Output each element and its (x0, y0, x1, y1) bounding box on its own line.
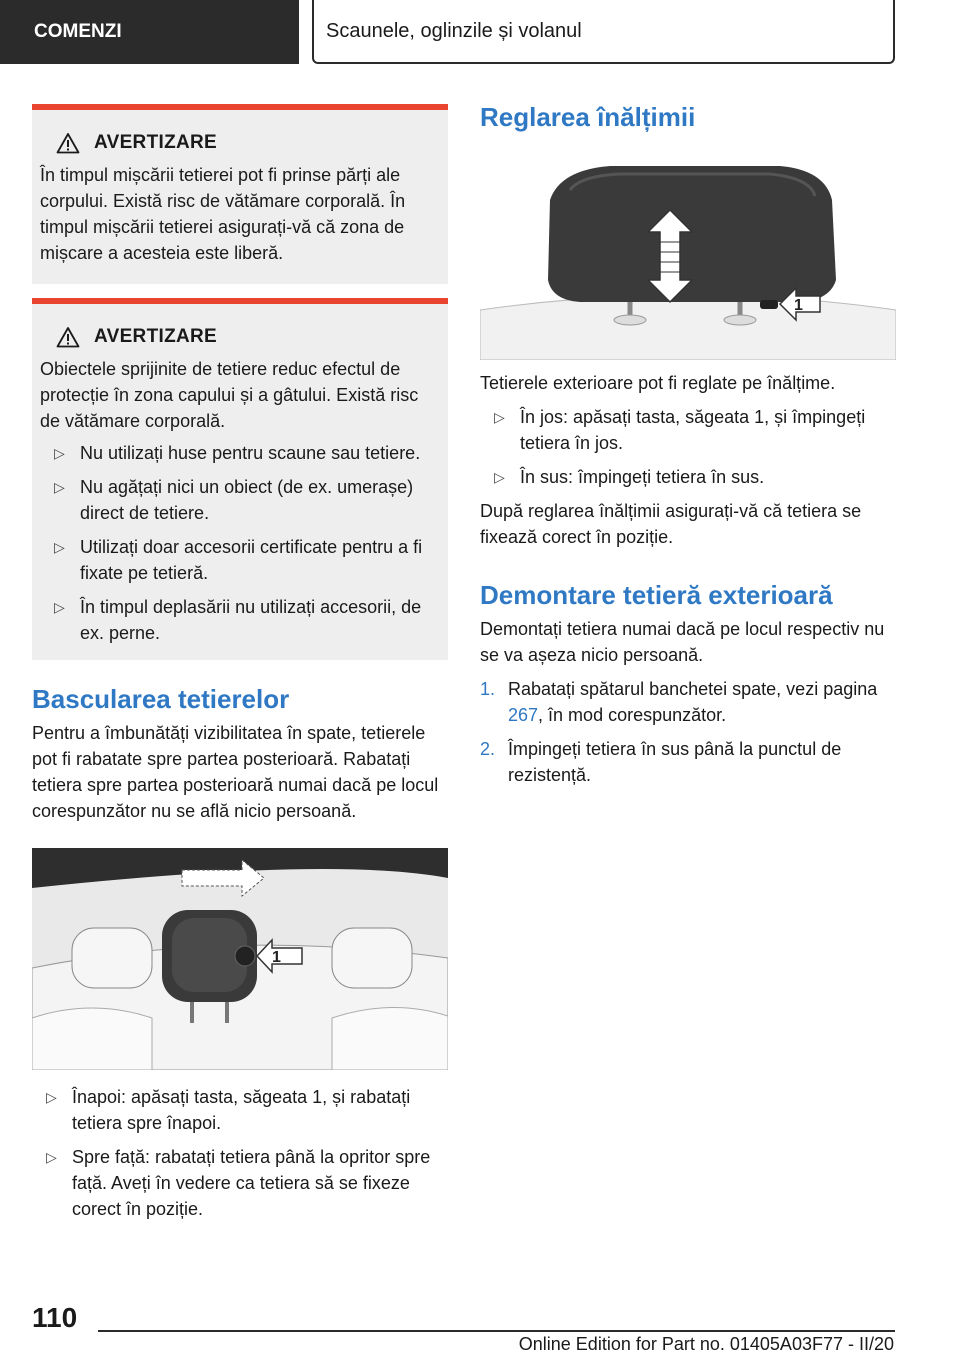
list-item: ▷ Înapoi: apăsați tasta, săgeata 1, și rabatați tetiera spre înapoi. (32, 1084, 448, 1136)
figure-label: 1 (794, 297, 803, 314)
warning-box-2 (32, 298, 448, 660)
warning-header (40, 326, 438, 348)
list-item: ▷ Spre față: rabatați tetiera până la opritor spre față. Aveți în vedere ca tetiera să se fixeze corect în poziție. (32, 1144, 448, 1222)
section-tab (0, 0, 299, 64)
tilt-steps (32, 1084, 448, 1222)
height-steps (480, 404, 896, 490)
warning-title: AVERTIZARE (94, 132, 217, 153)
chapter-title: Scaunele, oglinzile și volanul (326, 19, 582, 42)
right-column (480, 100, 896, 796)
list-item: 2. Împingeți tetiera în sus până la punctul de rezistență. (480, 736, 896, 788)
section-heading-remove: Demontare tetieră exterioară (480, 580, 833, 610)
warning-header (40, 132, 438, 154)
section-heading-height: Reglarea înălțimii (480, 102, 696, 132)
section-title: COMENZI (34, 21, 122, 42)
list-item: ▷ Nu utilizați huse pentru scaune sau tetiere. (40, 440, 438, 466)
chapter-tab (312, 0, 895, 64)
remove-steps (480, 676, 896, 788)
warning-triangle-icon (56, 326, 80, 348)
warning-box-1 (32, 104, 448, 284)
height-intro: Tetierele exterioare pot fi reglate pe înălțime. (480, 373, 836, 393)
triangle-bullet-icon: ▷ (54, 539, 65, 555)
list-item: ▷ Utilizați doar accesorii certificate pentru a fi fixate pe tetieră. (40, 534, 438, 586)
list-item: ▷ În sus: împingeți tetiera în sus. (480, 464, 896, 490)
triangle-bullet-icon: ▷ (54, 479, 65, 495)
triangle-bullet-icon: ▷ (494, 469, 505, 485)
headrest-tilt-illustration (32, 848, 448, 1070)
tilt-headrest-figure (32, 848, 448, 1070)
height-headrest-figure (480, 160, 896, 360)
page-link[interactable]: 267 (508, 705, 539, 725)
footer-divider (98, 1330, 895, 1332)
triangle-bullet-icon: ▷ (494, 409, 505, 425)
triangle-bullet-icon: ▷ (46, 1089, 57, 1105)
height-outro: După reglarea înălțimii asigurați-vă că tetiera se fixează corect în poziție. (480, 501, 862, 547)
triangle-bullet-icon: ▷ (54, 445, 65, 461)
list-item: ▷ În timpul deplasării nu utilizați accesorii, de ex. perne. (40, 594, 438, 646)
remove-intro: Demontați tetiera numai dacă pe locul respectiv nu se va așeza nicio persoană. (480, 619, 885, 665)
edition-text: Online Edition for Part no. 01405A03F77 - II/20 (518, 1334, 894, 1354)
warning-text: În timpul mișcării tetierei pot fi prinse părți ale corpului. Există risc de vătămare corporală. În timpul mișcării tetierei asigurați-vă că zona de mișcare a acesteia este liberă. (40, 165, 406, 263)
step-number: 2. (480, 739, 496, 759)
list-item: ▷ Nu agățați nici un obiect (de ex. umerașe) direct de tetiere. (40, 474, 438, 526)
warning-text: Obiectele sprijinite de tetiere reduc efectul de protecție în zona capului și a gâtului. Există risc de vătămare corporală. (40, 359, 419, 431)
left-column (32, 104, 448, 1230)
page-number: 110 (32, 1302, 78, 1333)
figure-label: 1 (272, 949, 281, 966)
triangle-bullet-icon: ▷ (46, 1149, 57, 1165)
headrest-height-illustration (480, 160, 896, 360)
step-number: 1. (480, 679, 496, 699)
tilt-intro: Pentru a îmbunătăți vizibilitatea în spate, tetierele pot fi rabatate spre partea posterioară. Rabatați tetiera spre partea posterioară numai dacă pe locul corespunzător nu se află nicio persoană. (32, 723, 439, 821)
warning-list (40, 440, 438, 646)
list-item: 1. Rabatați spătarul banchetei spate, vezi pagina 267, în mod corespunzător. (480, 676, 896, 728)
section-heading-tilt: Bascularea tetierelor (32, 684, 290, 714)
warning-triangle-icon (56, 132, 80, 154)
list-item: ▷ În jos: apăsați tasta, săgeata 1, și împingeți tetiera în jos. (480, 404, 896, 456)
warning-title: AVERTIZARE (94, 326, 217, 347)
triangle-bullet-icon: ▷ (54, 599, 65, 615)
